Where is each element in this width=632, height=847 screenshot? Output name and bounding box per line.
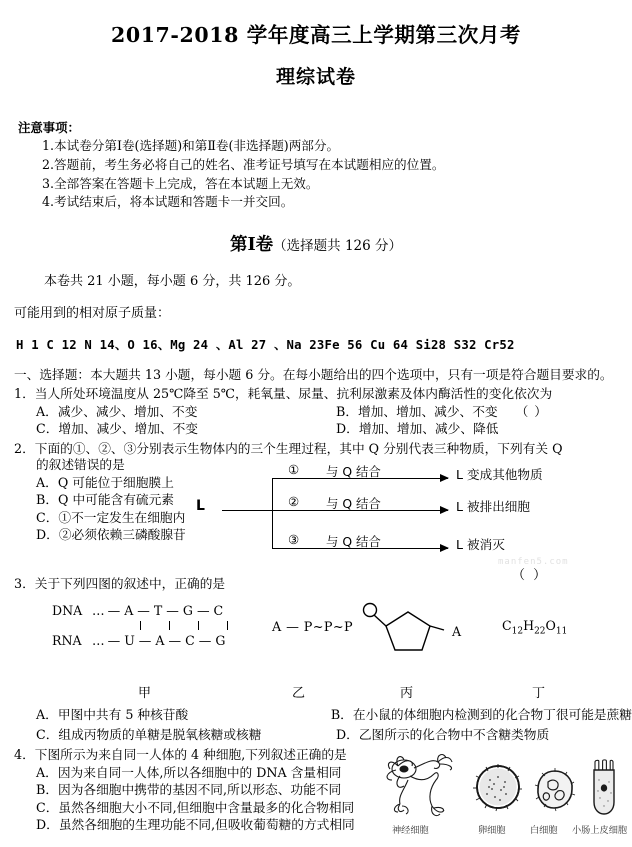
figure-label-yi: 乙	[292, 686, 306, 702]
pentagon-ring	[386, 612, 430, 650]
dna-ellipsis: …	[92, 603, 106, 619]
white-blood-cell-icon	[534, 768, 576, 812]
notes-item: 1.本试卷分第Ⅰ卷(选择题)和第Ⅱ卷(非选择题)两部分。	[42, 138, 340, 154]
part-one-heading	[0, 231, 632, 256]
hydroxyl-o-circle	[364, 604, 377, 617]
dna-label: DNA	[52, 603, 83, 619]
sucrose-formula	[502, 618, 567, 637]
branch-product-2: L 被排出细胞	[456, 498, 530, 514]
cell-label-white-blood: 白细胞	[530, 825, 558, 836]
question-1-options	[36, 404, 632, 438]
question-3-options	[36, 704, 632, 743]
dna-rna-figure	[52, 600, 244, 651]
watermark-text: manfen5.com	[498, 557, 569, 567]
section-intro: 一、选择题：本大题共 13 小题，每小题 6 分。在每小题给出的四个选项中，只有一项是符合题目要求的。	[14, 366, 613, 382]
atomic-mass-heading: 可能用到的相对原子质量：	[14, 305, 171, 321]
cell-name-labels	[378, 822, 628, 838]
cell-label-neuron: 神经细胞	[392, 825, 429, 836]
pentose-ring-figure	[358, 600, 454, 658]
notes-section	[18, 122, 632, 209]
base-bond-line	[430, 626, 444, 630]
bond-line	[227, 621, 228, 630]
question-1-number: 1．	[14, 386, 35, 402]
branch-circle-2: ②	[288, 493, 300, 509]
option-a[interactable]: A．Q 可能位于细胞膜上	[36, 474, 174, 490]
rna-ellipsis: …	[92, 633, 106, 649]
diagram-source-label: L	[196, 497, 205, 514]
hydrogen-bonds	[124, 621, 244, 630]
branch-circle-1: ①	[288, 461, 300, 477]
cell-label-intestinal: 小肠上皮细胞	[572, 825, 628, 836]
rna-strand	[52, 630, 244, 651]
branch-reaction-2: 与 Q 结合	[326, 495, 381, 511]
bond-line	[169, 621, 170, 630]
branch-reaction-3: 与 Q 结合	[326, 533, 381, 549]
figure-labels	[0, 682, 632, 700]
question-2-text: 下面的①、②、③分别表示生物体内的三个生理过程，其中 Q 分别代表三种物质，下列有关 Q	[34, 440, 563, 456]
dna-sequence: — A — T — G — C	[107, 603, 224, 619]
formula-c-sub: 12	[511, 626, 524, 637]
option-b[interactable]: B．Q 中可能含有硫元素	[36, 492, 174, 508]
formula-c: C	[502, 618, 512, 634]
figure-label-bing: 丙	[400, 686, 414, 702]
intestinal-epithelial-cell-icon	[586, 758, 622, 818]
option-c[interactable]: C．①不一定发生在细胞内	[36, 509, 186, 525]
part-one-title: 第Ⅰ卷	[229, 234, 274, 255]
answer-blank-q3[interactable]: （ ）	[512, 568, 549, 583]
option-row	[36, 704, 632, 723]
o-bond-line	[374, 615, 386, 626]
option-c[interactable]: C．组成丙物质的单糖是脱氧核糖或核糖	[36, 727, 262, 743]
rna-sequence: — U — A — C — G	[107, 633, 226, 649]
answer-blank[interactable]: （ ）	[515, 403, 548, 419]
atp-formula: A — P~P~P	[272, 620, 354, 636]
branch-product-3: L 被消灭	[456, 536, 505, 552]
dna-strand	[52, 600, 244, 621]
option-a[interactable]: A．因为来自同一人体,所以各细胞中的 DNA 含量相同	[36, 764, 342, 780]
option-d[interactable]: D．乙图所示的化合物中不含糖类物质	[336, 727, 550, 743]
option-c[interactable]: C．虽然各细胞大小不同,但细胞中含量最多的化合物相同	[36, 799, 355, 815]
notes-item: 4.考试结束后，将本试题和答题卡一并交回。	[42, 194, 294, 210]
option-d[interactable]: D．增加、增加、减少、降低	[336, 421, 499, 437]
question-3-text: 关于下列四图的叙述中，正确的是	[34, 575, 226, 591]
option-b[interactable]: B．增加、增加、减少、不变	[336, 403, 498, 419]
atomic-mass-list: H 1 C 12 N 14、O 16、Mg 24 、Al 27 、Na 23Fe 56 Cu 64 Si28 S32 Cr52	[16, 337, 515, 352]
branching-arrows	[222, 461, 622, 568]
neuron-cell-icon	[380, 750, 466, 820]
option-d[interactable]: D．②必须依赖三磷酸腺苷	[36, 527, 186, 543]
cell-label-egg: 卵细胞	[478, 825, 506, 836]
notes-heading: 注意事项：	[18, 120, 80, 135]
option-d[interactable]: D．虽然各细胞的生理功能不同,但吸收葡萄糖的方式相同	[36, 817, 355, 833]
formula-h: H	[523, 618, 535, 634]
question-2-diagram	[0, 462, 632, 570]
bond-line	[198, 621, 199, 630]
diagram-stem-line	[222, 510, 274, 511]
part-one-subtitle: （选择题共 126 分）	[273, 237, 403, 254]
question-1-text: 当人所处环境温度从 25℃降至 5℃，耗氧量、尿量、抗利尿激素及体内酶活性的变化依次为	[34, 386, 553, 402]
question-2-number: 2．	[14, 440, 35, 456]
diagram-vertical-bar	[272, 478, 273, 548]
option-b[interactable]: B．在小鼠的体细胞内检测到的化合物丁很可能是蔗糖	[330, 707, 632, 723]
page-subtitle: 理综试卷	[275, 66, 356, 88]
question-1	[14, 386, 632, 438]
exam-paper-page	[0, 12, 632, 847]
notes-item: 2.答题前，考生务必将自己的姓名、准考证号填写在本试题相应的位置。	[42, 157, 445, 172]
option-row	[36, 404, 632, 421]
option-row	[36, 421, 632, 438]
option-c[interactable]: C．增加、减少、增加、不变	[36, 421, 198, 437]
formula-o: O	[545, 618, 556, 634]
question-3-number: 3．	[14, 575, 35, 591]
branch-circle-3: ③	[288, 531, 300, 547]
option-a[interactable]: A．甲图中共有 5 种核苷酸	[36, 707, 189, 723]
figure-label-jia: 甲	[138, 686, 152, 702]
question-4-text: 下图所示为来自同一人体的 4 种细胞,下列叙述正确的是	[34, 747, 347, 763]
branch-product-1: L 变成其他物质	[456, 466, 543, 482]
question-2-stem-cont: 的叙述错误的是	[36, 457, 125, 473]
figure-label-ding: 丁	[532, 686, 546, 702]
page-title: 2017-2018 学年度高三上学期第三次月考	[110, 23, 522, 47]
question-3-figures	[0, 596, 632, 682]
pentose-base-label: A	[452, 624, 462, 640]
notes-item: 3.全部答案在答题卡上完成，答在本试题上无效。	[42, 175, 319, 191]
option-b[interactable]: B．因为各细胞中携带的基因不同,所以形态、功能不同	[36, 782, 342, 798]
bond-line	[140, 621, 141, 630]
egg-cell-icon	[470, 760, 526, 815]
question-4-number: 4．	[14, 747, 35, 763]
question-1-stem	[14, 386, 632, 403]
question-4-cell-figures	[378, 750, 628, 845]
formula-h-sub: 22	[534, 626, 546, 637]
formula-o-sub: 11	[555, 626, 568, 637]
rna-label: RNA	[52, 633, 82, 649]
question-2-stem	[14, 441, 632, 458]
part-one-instruction: 本卷共 21 小题，每小题 6 分，共 126 分。	[44, 273, 301, 289]
option-a[interactable]: A．减少、减少、增加、不变	[36, 403, 198, 419]
branch-reaction-1: 与 Q 结合	[326, 463, 381, 479]
option-row	[36, 724, 632, 743]
